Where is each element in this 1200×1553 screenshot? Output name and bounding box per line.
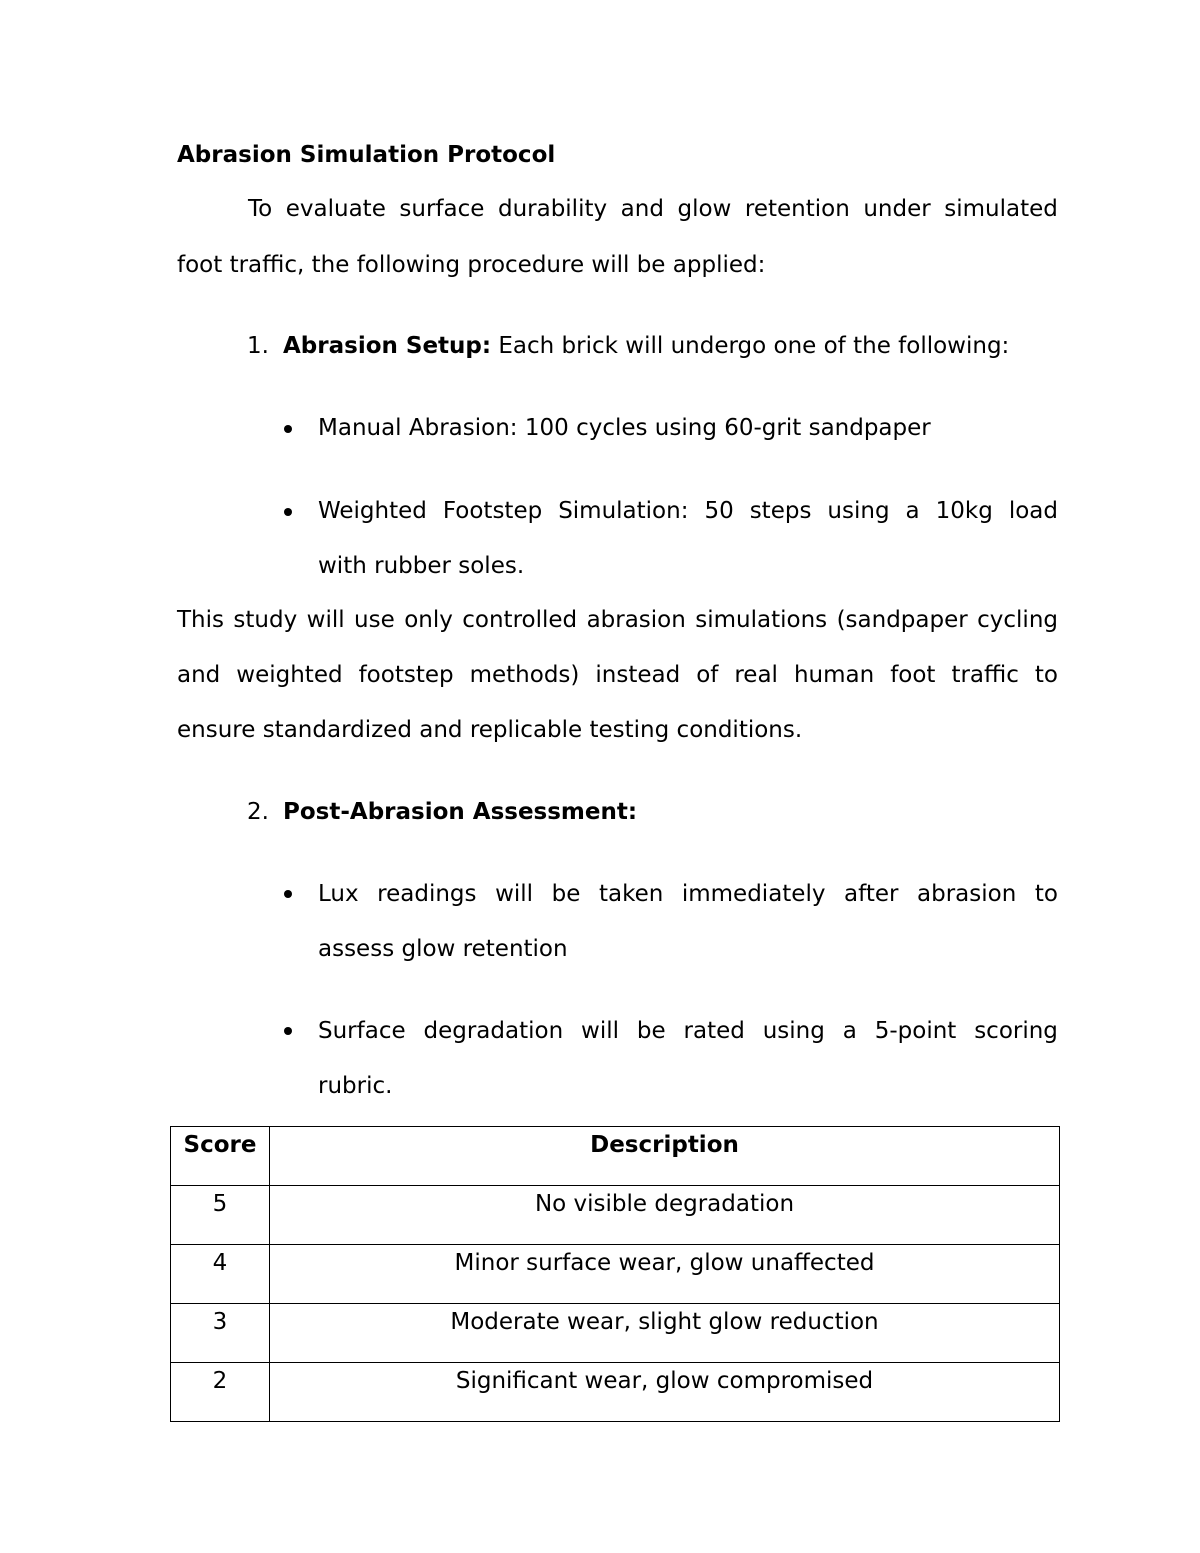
word: to <box>1034 881 1058 907</box>
bullet-weighted-line-1 <box>318 496 1058 526</box>
word: glow <box>677 196 732 222</box>
row-score: 2 <box>171 1363 270 1422</box>
word: and <box>177 662 221 688</box>
bullet-manual-abrasion: Manual Abrasion: 100 cycles using 60-grit sandpaper <box>318 415 931 441</box>
word: a <box>842 1018 857 1044</box>
section-heading: Abrasion Simulation Protocol <box>177 142 556 168</box>
word: using <box>762 1018 825 1044</box>
list-item-1 <box>283 331 1009 361</box>
bullet-surface-line-2: rubric. <box>318 1073 393 1099</box>
word: use <box>354 607 395 633</box>
word: Lux <box>318 881 359 907</box>
bullet-icon <box>284 890 292 898</box>
word: instead <box>595 662 681 688</box>
word: steps <box>749 498 812 524</box>
word: controlled <box>462 607 578 633</box>
word: footstep <box>358 662 454 688</box>
word: surface <box>399 196 485 222</box>
word: after <box>844 881 899 907</box>
word: traffic <box>951 662 1019 688</box>
word: Surface <box>318 1018 406 1044</box>
bullet-weighted-line-2: with rubber soles. <box>318 553 525 579</box>
word: Weighted <box>318 498 427 524</box>
list-item-2-label: Post-Abrasion Assessment: <box>283 799 638 825</box>
row-score: 5 <box>171 1186 270 1245</box>
note-line-3: ensure standardized and replicable testing conditions. <box>177 717 803 743</box>
note-line-1 <box>177 605 1058 635</box>
word: 10kg <box>935 498 993 524</box>
note-line-2 <box>177 660 1058 690</box>
list-number-1: 1. <box>247 333 269 359</box>
word: (sandpaper <box>836 607 968 633</box>
row-score: 3 <box>171 1304 270 1363</box>
word: real <box>734 662 778 688</box>
row-score: 4 <box>171 1245 270 1304</box>
word: durability <box>497 196 608 222</box>
word: Simulation: <box>558 498 689 524</box>
word: human <box>793 662 875 688</box>
word: and <box>620 196 664 222</box>
list-item-1-text: Each brick will undergo one of the following: <box>491 333 1010 359</box>
word: be <box>636 1018 666 1044</box>
word: To <box>248 196 273 222</box>
word: will <box>306 607 345 633</box>
word: cycling <box>977 607 1058 633</box>
table-row <box>171 1304 1060 1363</box>
word: readings <box>377 881 477 907</box>
header-description: Description <box>270 1127 1060 1186</box>
row-description: Moderate wear, slight glow reduction <box>270 1304 1060 1363</box>
word: only <box>404 607 453 633</box>
bullet-icon <box>284 425 292 433</box>
row-description: No visible degradation <box>270 1186 1060 1245</box>
list-item-1-label: Abrasion Setup: <box>283 333 492 359</box>
word: will <box>495 881 534 907</box>
word: foot <box>890 662 936 688</box>
word: simulations <box>695 607 828 633</box>
intro-line-1 <box>248 194 1058 224</box>
bullet-lux-line-2: assess glow retention <box>318 936 568 962</box>
word: evaluate <box>285 196 386 222</box>
word: Footstep <box>442 498 543 524</box>
word: a <box>905 498 920 524</box>
bullet-surface-line-1 <box>318 1016 1058 1046</box>
word: 50 <box>704 498 734 524</box>
word: immediately <box>681 881 826 907</box>
word: be <box>551 881 581 907</box>
word: to <box>1034 662 1058 688</box>
word: load <box>1008 498 1058 524</box>
word: abrasion <box>586 607 686 633</box>
table-row <box>171 1186 1060 1245</box>
word: methods) <box>469 662 580 688</box>
word: taken <box>598 881 664 907</box>
table-row <box>171 1245 1060 1304</box>
scoring-rubric-table <box>170 1126 1060 1422</box>
row-description: Significant wear, glow compromised <box>270 1363 1060 1422</box>
table-row <box>171 1363 1060 1422</box>
bullet-lux-line-1 <box>318 879 1058 909</box>
word: of <box>696 662 719 688</box>
intro-line-2: foot traffic, the following procedure will be applied: <box>177 252 766 278</box>
word: using <box>827 498 890 524</box>
word: rated <box>683 1018 745 1044</box>
list-number-2: 2. <box>247 799 269 825</box>
bullet-icon <box>284 1027 292 1035</box>
word: degradation <box>423 1018 564 1044</box>
header-score: Score <box>171 1127 270 1186</box>
word: simulated <box>944 196 1058 222</box>
table-header-row <box>171 1127 1060 1186</box>
word: study <box>233 607 298 633</box>
word: abrasion <box>917 881 1017 907</box>
word: 5-point <box>874 1018 957 1044</box>
word: under <box>863 196 931 222</box>
word: weighted <box>236 662 343 688</box>
word: retention <box>744 196 850 222</box>
word: will <box>581 1018 620 1044</box>
word: This <box>177 607 224 633</box>
word: scoring <box>974 1018 1058 1044</box>
row-description: Minor surface wear, glow unaffected <box>270 1245 1060 1304</box>
bullet-icon <box>284 508 292 516</box>
